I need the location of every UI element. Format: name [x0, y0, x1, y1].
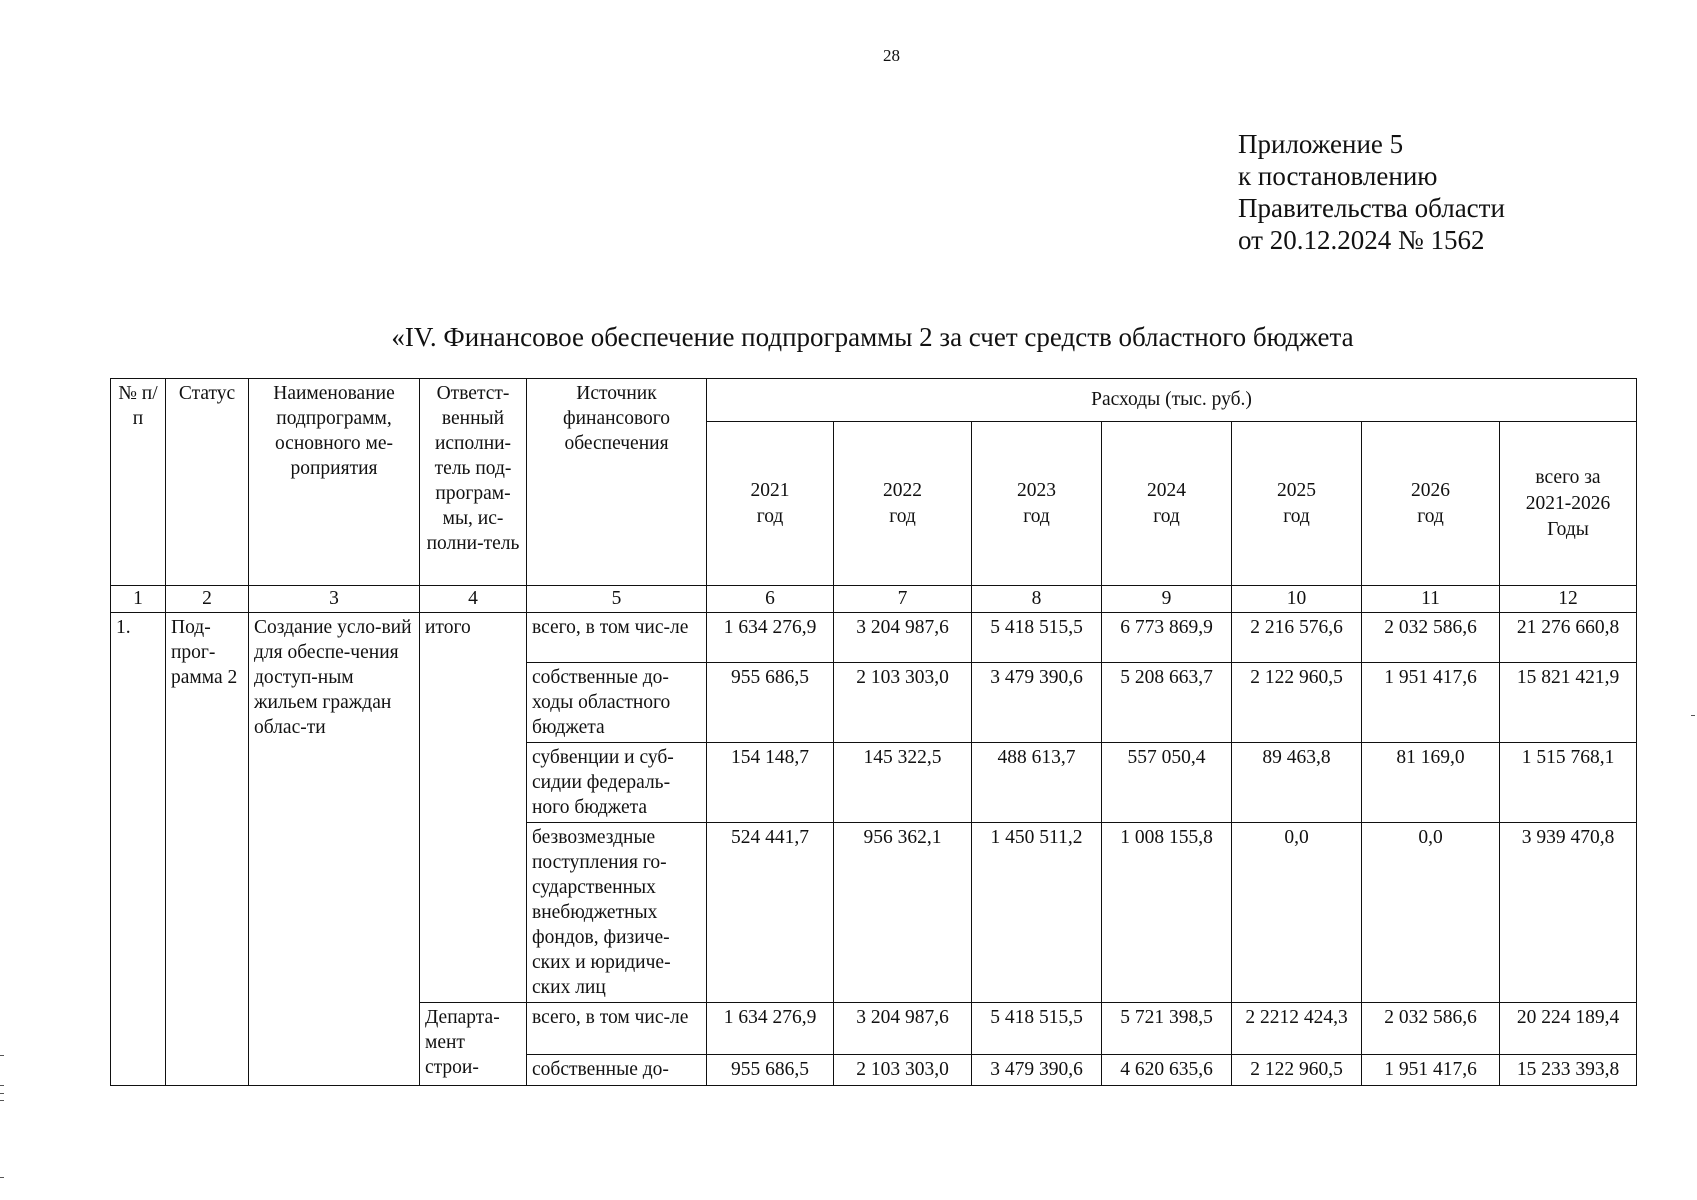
value-cell: 3 479 390,6: [972, 1055, 1102, 1086]
value-cell: 6 773 869,9: [1102, 613, 1232, 663]
value-cell: 2 216 576,6: [1232, 613, 1362, 663]
header-name: Наименование подпрограмм, основного ме-роприятия: [249, 379, 420, 586]
value-cell: 0,0: [1232, 823, 1362, 1003]
scan-mark: [0, 1177, 4, 1178]
header-source: Источник финансового обеспечения: [527, 379, 707, 586]
source-cell: субвенции и суб-сидии федераль-ного бюджета: [527, 743, 707, 823]
item-number: 1.: [111, 613, 166, 1086]
executor-department: Департа-мент строи-: [420, 1003, 527, 1086]
value-cell: 2 2212 424,3: [1232, 1003, 1362, 1055]
column-number: 3: [249, 586, 420, 613]
value-cell: 1 515 768,1: [1500, 743, 1637, 823]
source-cell: всего, в том чис-ле: [527, 1003, 707, 1055]
value-cell: 3 204 987,6: [834, 1003, 972, 1055]
executor-total: итого: [420, 613, 527, 1003]
value-cell: 20 224 189,4: [1500, 1003, 1637, 1055]
value-cell: 2 122 960,5: [1232, 663, 1362, 743]
column-number: 7: [834, 586, 972, 613]
value-cell: 2 122 960,5: [1232, 1055, 1362, 1086]
value-cell: 4 620 635,6: [1102, 1055, 1232, 1086]
header-status: Статус: [166, 379, 249, 586]
value-cell: 1 951 417,6: [1362, 1055, 1500, 1086]
value-cell: 3 479 390,6: [972, 663, 1102, 743]
value-cell: 89 463,8: [1232, 743, 1362, 823]
page-number: 28: [883, 46, 900, 65]
value-cell: 2 032 586,6: [1362, 613, 1500, 663]
value-cell: 21 276 660,8: [1500, 613, 1637, 663]
value-cell: 955 686,5: [707, 663, 834, 743]
table-row: [111, 613, 1637, 663]
value-cell: 0,0: [1362, 823, 1500, 1003]
appendix-header: [1238, 128, 1505, 256]
value-cell: 15 821 421,9: [1500, 663, 1637, 743]
column-number: 4: [420, 586, 527, 613]
column-number: 12: [1500, 586, 1637, 613]
column-number-row: [111, 586, 1637, 613]
scan-mark: [0, 1055, 4, 1056]
value-cell: 3 939 470,8: [1500, 823, 1637, 1003]
column-number: 2: [166, 586, 249, 613]
source-cell: всего, в том чис-ле: [527, 613, 707, 663]
appendix-line-2: к постановлению: [1238, 161, 1438, 191]
value-cell: 2 103 303,0: [834, 663, 972, 743]
value-cell: 557 050,4: [1102, 743, 1232, 823]
header-year-2023: 2023 год: [972, 422, 1102, 586]
appendix-line-3: Правительства области: [1238, 193, 1505, 223]
scan-mark: [0, 1100, 4, 1101]
item-name: Создание усло-вий для обеспе-чения доступ-ным жильем граждан облас-ти: [249, 613, 420, 1086]
appendix-line-4: от 20.12.2024 № 1562: [1238, 225, 1485, 255]
value-cell: 1 951 417,6: [1362, 663, 1500, 743]
header-year-2024: 2024 год: [1102, 422, 1232, 586]
source-cell: безвозмездные поступления го-сударственных внебюджетных фондов, физиче-ских и юридиче-ских лиц: [527, 823, 707, 1003]
value-cell: 15 233 393,8: [1500, 1055, 1637, 1086]
column-number: 1: [111, 586, 166, 613]
column-number: 10: [1232, 586, 1362, 613]
header-executor: Ответст-венный исполни-тель под-програм-мы, ис-полни-тель: [420, 379, 527, 586]
value-cell: 524 441,7: [707, 823, 834, 1003]
value-cell: 956 362,1: [834, 823, 972, 1003]
finance-table: [110, 378, 1637, 1086]
header-num: № п/п: [111, 379, 166, 586]
value-cell: 5 208 663,7: [1102, 663, 1232, 743]
header-year-2026: 2026 год: [1362, 422, 1500, 586]
value-cell: 5 418 515,5: [972, 1003, 1102, 1055]
scan-mark: [1691, 715, 1695, 716]
value-cell: 1 008 155,8: [1102, 823, 1232, 1003]
item-status: Под-прог-рамма 2: [166, 613, 249, 1086]
value-cell: 2 032 586,6: [1362, 1003, 1500, 1055]
value-cell: 1 450 511,2: [972, 823, 1102, 1003]
scan-mark: [0, 1093, 4, 1094]
appendix-line-1: Приложение 5: [1238, 129, 1404, 159]
source-cell: собственные до-: [527, 1055, 707, 1086]
value-cell: 488 613,7: [972, 743, 1102, 823]
scan-mark: [0, 1085, 4, 1086]
value-cell: 145 322,5: [834, 743, 972, 823]
document-title: «IV. Финансовое обеспечение подпрограммы 2 за счет средств областного бюджета: [391, 322, 1354, 352]
column-number: 11: [1362, 586, 1500, 613]
source-cell: собственные до-ходы областного бюджета: [527, 663, 707, 743]
header-year-2022: 2022 год: [834, 422, 972, 586]
value-cell: 1 634 276,9: [707, 1003, 834, 1055]
header-year-2021: 2021 год: [707, 422, 834, 586]
column-number: 5: [527, 586, 707, 613]
value-cell: 5 418 515,5: [972, 613, 1102, 663]
header-year-total: всего за 2021-2026 Годы: [1500, 422, 1637, 586]
column-number: 9: [1102, 586, 1232, 613]
value-cell: 1 634 276,9: [707, 613, 834, 663]
header-row-1: [111, 379, 1637, 422]
value-cell: 5 721 398,5: [1102, 1003, 1232, 1055]
column-number: 8: [972, 586, 1102, 613]
header-expenses: Расходы (тыс. руб.): [707, 379, 1637, 422]
value-cell: 955 686,5: [707, 1055, 834, 1086]
value-cell: 2 103 303,0: [834, 1055, 972, 1086]
value-cell: 3 204 987,6: [834, 613, 972, 663]
header-year-2025: 2025 год: [1232, 422, 1362, 586]
value-cell: 154 148,7: [707, 743, 834, 823]
value-cell: 81 169,0: [1362, 743, 1500, 823]
column-number: 6: [707, 586, 834, 613]
